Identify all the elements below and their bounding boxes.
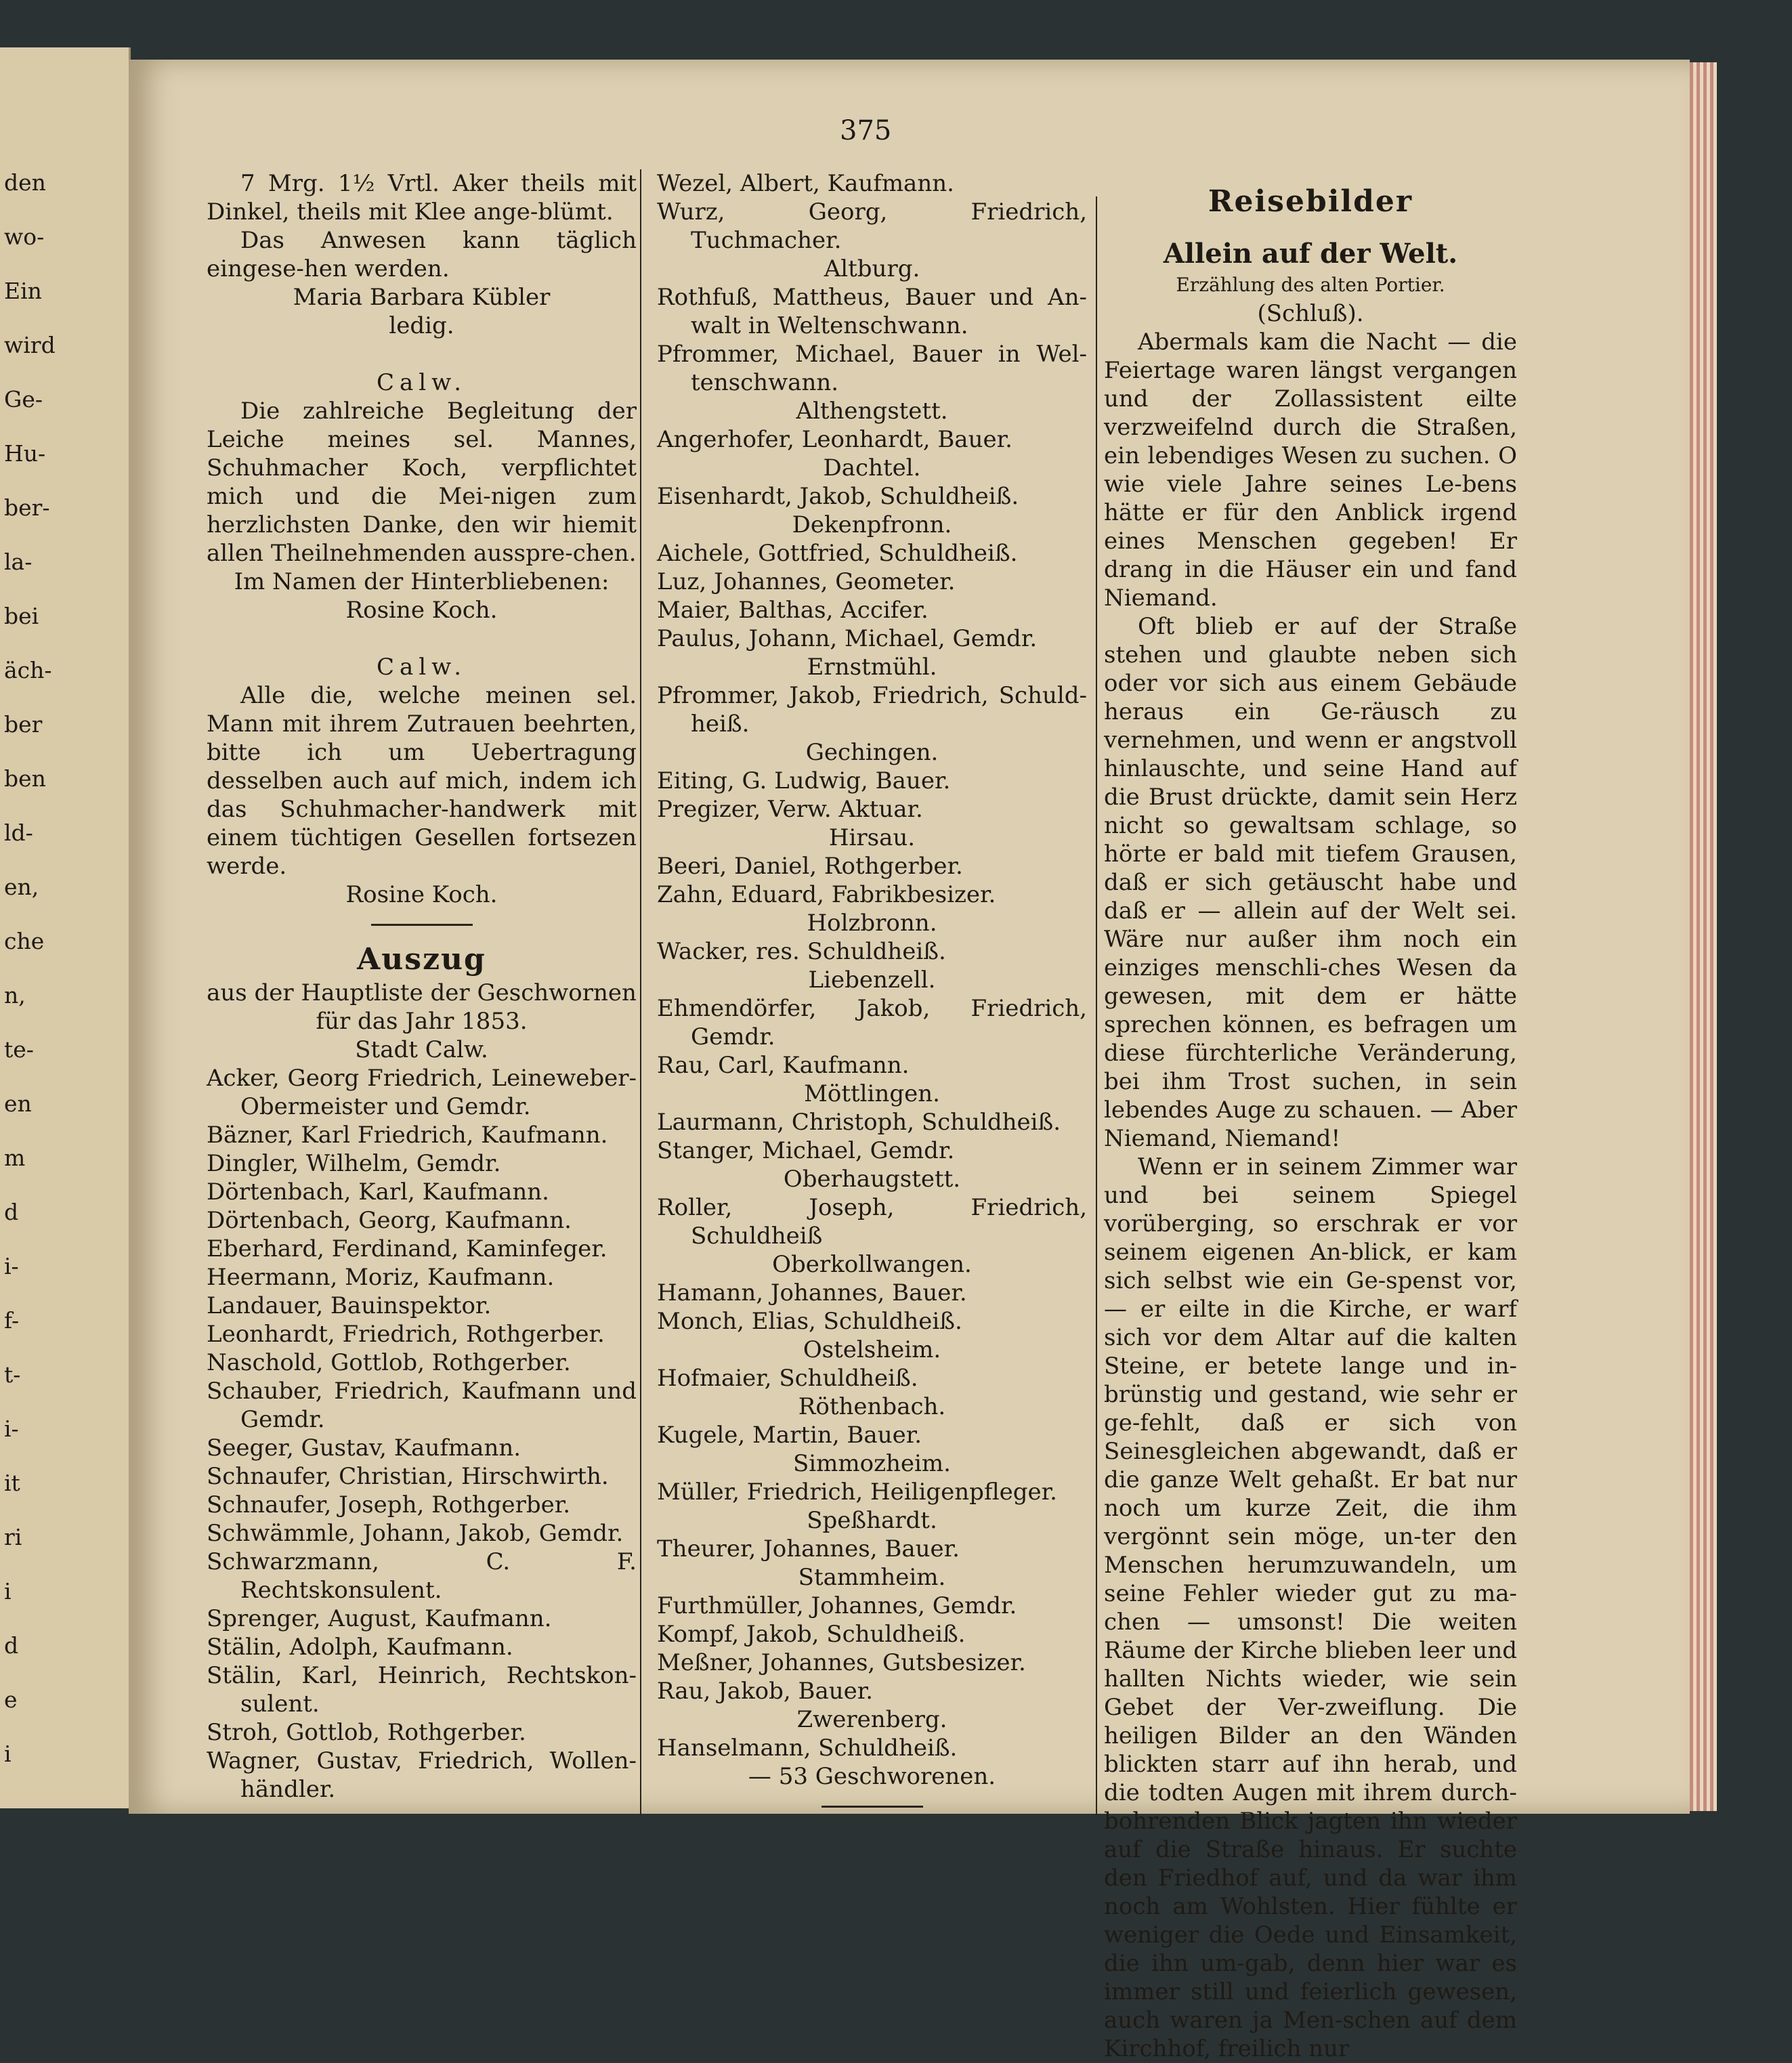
juror-entry: Roller, Joseph, Friedrich, Schuldheiß bbox=[657, 1194, 1087, 1250]
facing-page-fragment: ben bbox=[4, 765, 46, 792]
juror-entry: Meßner, Johannes, Gutsbesizer. bbox=[657, 1649, 1026, 1676]
column-rule bbox=[1096, 196, 1097, 1815]
juror-entry: Eberhard, Ferdinand, Kaminfeger. bbox=[207, 1235, 607, 1262]
juror-entry: Landauer, Bauinspektor. bbox=[207, 1292, 492, 1319]
juror-entry: Schwämmle, Johann, Jakob, Gemdr. bbox=[207, 1520, 624, 1547]
column-rule bbox=[640, 169, 641, 1815]
juror-entry: Rothfuß, Mattheus, Bauer und An-walt in Weltenschwann. bbox=[657, 284, 1087, 339]
place-heading: Röthenbach. bbox=[798, 1393, 946, 1420]
column-3 bbox=[1104, 169, 1517, 2063]
column-2 bbox=[657, 169, 1087, 1823]
story-paragraph: Oft blieb er auf der Straße stehen und glaubte neben sich oder vor sich aus einem Gebäude heraus ein Ge-räusch zu vernehmen, und wenn er angstvoll hinlauschte, und seine Hand auf die Brust drückte, damit sein Herz nicht so gewaltsam schlage, so hörte er bald mit tiefem Grausen, daß er sich getäuscht habe und daß er — allein auf der Welt sei. Wäre nur außer ihm noch ein einziges menschli-ches Wesen da gewesen, mit dem er hätte sprechen können, es befragen um diese fürchterliche Veränderung, bei ihm Trost suchen, in sein lebendes Auge zu schauen. — Aber Niemand, Niemand! bbox=[1104, 613, 1517, 1152]
juror-entry: Schauber, Friedrich, Kaufmann und Gemdr. bbox=[207, 1378, 637, 1433]
page-number: 375 bbox=[840, 115, 892, 146]
facing-page-fragment: n, bbox=[4, 982, 26, 1008]
juror-entry: Stälin, Adolph, Kaufmann. bbox=[207, 1634, 513, 1661]
juror-entry: Angerhofer, Leonhardt, Bauer. bbox=[657, 426, 1012, 453]
juror-entry: Eisenhardt, Jakob, Schuldheiß. bbox=[657, 483, 1019, 510]
facing-page-fragment: it bbox=[4, 1470, 20, 1496]
juror-entry: Müller, Friedrich, Heiligenpfleger. bbox=[657, 1479, 1057, 1506]
place-heading: Stammheim. bbox=[798, 1564, 946, 1591]
juror-list bbox=[657, 169, 1087, 1762]
place-heading: Liebenzell. bbox=[808, 966, 936, 994]
facing-page-fragment: m bbox=[4, 1145, 26, 1171]
juror-list bbox=[207, 1064, 637, 1804]
juror-entry: Luz, Johannes, Geometer. bbox=[657, 568, 956, 595]
juror-entry: Naschold, Gottlob, Rothgerber. bbox=[207, 1349, 571, 1376]
juror-entry: Stälin, Karl, Heinrich, Rechtskon-sulent. bbox=[207, 1662, 637, 1718]
juror-entry: Aichele, Gottfried, Schuldheiß. bbox=[657, 540, 1018, 567]
juror-entry: Leonhardt, Friedrich, Rothgerber. bbox=[207, 1321, 605, 1348]
juror-entry: Schwarzmann, C. F. Rechtskonsulent. bbox=[207, 1548, 637, 1604]
place-heading: Oberhaugstett. bbox=[783, 1166, 961, 1193]
juror-entry: Kugele, Martin, Bauer. bbox=[657, 1422, 922, 1449]
story-paragraph: Abermals kam die Nacht — die Feiertage waren längst vergangen und der Zollassistent eilte verzweifelnd durch die Straßen, ein lebendiges Wesen zu suchen. O wie viele Jahre seines Le-bens hätte er für den Anblick irgend eines Menschen gegeben! Er drang in die Häuser ein und fand Niemand. bbox=[1104, 328, 1517, 612]
juror-entry: Maier, Balthas, Accifer. bbox=[657, 597, 929, 624]
facing-page-fragment: Ein bbox=[4, 278, 42, 304]
place-heading: Ostelsheim. bbox=[803, 1336, 941, 1363]
story-subtitle: Erzählung des alten Portier. bbox=[1176, 274, 1445, 296]
juror-entry: Stanger, Michael, Gemdr. bbox=[657, 1137, 955, 1164]
place-heading: Dachtel. bbox=[823, 454, 921, 482]
facing-page-fragment: d bbox=[4, 1632, 19, 1659]
place-heading: Hirsau. bbox=[828, 824, 916, 851]
facing-page-fragment: i bbox=[4, 1578, 12, 1604]
facing-page-fragment: Hu- bbox=[4, 440, 46, 467]
notice-text: Die zahlreiche Begleitung der Leiche meines sel. Mannes, Schuhmacher Koch, verpflichtet mich und die Mei-nigen zum herzlichsten Danke, den wir hiemit allen Theilnehmenden ausspre-chen. bbox=[207, 398, 637, 567]
column-1 bbox=[207, 169, 637, 1804]
facing-page-fragment: den bbox=[4, 169, 46, 196]
divider bbox=[371, 924, 473, 926]
facing-page-fragment: en, bbox=[4, 874, 39, 900]
story-note: (Schluß). bbox=[1257, 300, 1364, 327]
facing-page-fragment: ld- bbox=[4, 820, 33, 846]
juror-entry: Dörtenbach, Georg, Kaufmann. bbox=[207, 1207, 572, 1234]
story-text bbox=[1104, 328, 1517, 2063]
juror-entry: Hanselmann, Schuldheiß. bbox=[657, 1735, 958, 1762]
place-heading: Oberkollwangen. bbox=[772, 1251, 972, 1278]
juror-entry: Wezel, Albert, Kaufmann. bbox=[657, 170, 954, 197]
place-heading: Althengstett. bbox=[796, 398, 948, 425]
place-heading: Altburg. bbox=[824, 255, 920, 282]
juror-entry: Ehmendörfer, Jakob, Friedrich, Gemdr. bbox=[657, 995, 1087, 1050]
juror-total: — 53 Geschworenen. bbox=[748, 1763, 996, 1790]
facing-page-fragment: ri bbox=[4, 1524, 22, 1550]
facing-page-edge bbox=[0, 47, 131, 1808]
juror-entry: Bäzner, Karl Friedrich, Kaufmann. bbox=[207, 1122, 608, 1149]
juror-entry: Rau, Jakob, Bauer. bbox=[657, 1678, 874, 1705]
facing-page-fragment: che bbox=[4, 928, 45, 954]
place-heading: Calw. bbox=[376, 369, 467, 396]
divider bbox=[822, 1806, 923, 1808]
facing-page-fragment: Ge- bbox=[4, 386, 43, 412]
facing-page-fragment: te- bbox=[4, 1036, 34, 1063]
place-heading: Speßhardt. bbox=[807, 1507, 937, 1534]
place-heading: Zwerenberg. bbox=[796, 1706, 947, 1733]
place-heading: Gechingen. bbox=[805, 739, 939, 766]
notice-text: Das Anwesen kann täglich eingese-hen werden. bbox=[207, 227, 637, 282]
facing-page-fragment: e bbox=[4, 1686, 18, 1713]
page-stack-edge bbox=[1690, 62, 1717, 1811]
juror-entry: Laurmann, Christoph, Schuldheiß. bbox=[657, 1109, 1061, 1136]
place-heading: Ernstmühl. bbox=[807, 654, 937, 681]
place-heading: Holzbronn. bbox=[807, 910, 937, 937]
place-heading: Dekenpfronn. bbox=[792, 511, 952, 538]
facing-page-fragment: ber- bbox=[4, 494, 50, 521]
facing-page-fragment: wird bbox=[4, 332, 56, 358]
juror-entry: Wagner, Gustav, Friedrich, Wollen-händler. bbox=[207, 1747, 637, 1803]
juror-entry: Wurz, Georg, Friedrich, Tuchmacher. bbox=[657, 198, 1087, 254]
notice-signature: Im Namen der Hinterbliebenen: bbox=[234, 568, 610, 595]
juror-entry: Pregizer, Verw. Aktuar. bbox=[657, 796, 923, 823]
juror-entry: Schnaufer, Christian, Hirschwirth. bbox=[207, 1463, 609, 1490]
section-title: Auszug bbox=[357, 942, 486, 977]
juror-entry: Eiting, G. Ludwig, Bauer. bbox=[657, 767, 951, 794]
feuilleton-title: Reisebilder bbox=[1208, 184, 1413, 219]
facing-page-fragment: f- bbox=[4, 1307, 20, 1334]
juror-entry: Dörtenbach, Karl, Kaufmann. bbox=[207, 1178, 549, 1206]
place-heading: Möttlingen. bbox=[804, 1080, 940, 1107]
juror-entry: Beeri, Daniel, Rothgerber. bbox=[657, 853, 963, 880]
juror-entry: Seeger, Gustav, Kaufmann. bbox=[207, 1434, 521, 1462]
facing-page-fragment: en bbox=[4, 1090, 32, 1117]
story-title: Allein auf der Welt. bbox=[1163, 238, 1458, 270]
notice-text: Alle die, welche meinen sel. Mann mit ihrem Zutrauen beehrten, bitte ich um Uebertragung desselben auch auf mich, indem ich das Schuhmacher-handwerk mit einem tüchtigen Gesellen fortsezen werde. bbox=[207, 682, 637, 880]
facing-page-fragment: ber bbox=[4, 711, 43, 738]
juror-entry: Monch, Elias, Schuldheiß. bbox=[657, 1308, 962, 1335]
juror-entry: Pfrommer, Michael, Bauer in Wel-tenschwann. bbox=[657, 341, 1087, 396]
facing-page-fragment: la- bbox=[4, 549, 33, 575]
place-heading: Simmozheim. bbox=[793, 1450, 951, 1477]
facing-page-fragment: d bbox=[4, 1199, 19, 1225]
facing-page-fragment: bei bbox=[4, 603, 39, 629]
facing-page-fragment: i- bbox=[4, 1253, 19, 1279]
facing-page-fragment: i- bbox=[4, 1416, 19, 1442]
story-paragraph: Wenn er in seinem Zimmer war und bei seinem Spiegel vorüberging, so erschrak er vor seinem eigenen An-blick, er kam sich selbst wie ein Ge-spenst vor, — er eilte in die Kirche, er warf sich vor dem Altar auf die kalten Steine, er betete lange und in-brünstig und gestand, wie sehr er ge-fehlt, daß er sich von Seinesgleichen abgewandt, daß er die ganze Welt gehaßt. Er bat nur noch um kurze Zeit, die ihm vergönnt sein möge, un-ter den Menschen herumzuwandeln, um seine Fehler wieder gut zu ma-chen — umsonst! Die weiten Räume der Kirche blieben leer und hallten Nichts wieder, wie sein Gebet der Ver-zweiflung. Die heiligen Bilder an den Wänden blickten starr auf ihn herab, und die todten Augen mit ihrem durch-bohrenden Blick jagten ihn wieder auf die Straße hinaus. Er suchte den Friedhof auf, und da war ihm noch am Wohlsten. Hier fühlte er weniger die Oede und Einsamkeit, die ihn um-gab, denn hier war es immer still und feierlich gewesen, auch waren ja Men-schen auf dem Kirchhof, freilich nur bbox=[1104, 1153, 1517, 2062]
facing-page-fragment: äch- bbox=[4, 657, 52, 683]
place-heading: Calw. bbox=[376, 654, 467, 681]
juror-entry: Hofmaier, Schuldheiß. bbox=[657, 1365, 918, 1392]
notice-signature: Rosine Koch. bbox=[345, 881, 498, 908]
notice-text: 7 Mrg. 1½ Vrtl. Aker theils mit Dinkel, theils mit Klee ange-blümt. bbox=[207, 170, 637, 226]
juror-entry: Furthmüller, Johannes, Gemdr. bbox=[657, 1592, 1017, 1619]
juror-entry: Zahn, Eduard, Fabrikbesizer. bbox=[657, 881, 996, 908]
juror-entry: Sprenger, August, Kaufmann. bbox=[207, 1605, 552, 1632]
juror-entry: Pfrommer, Jakob, Friedrich, Schuld-heiß. bbox=[657, 682, 1087, 738]
juror-entry: Paulus, Johann, Michael, Gemdr. bbox=[657, 625, 1038, 652]
juror-entry: Dingler, Wilhelm, Gemdr. bbox=[207, 1150, 501, 1177]
juror-entry: Wacker, res. Schuldheiß. bbox=[657, 938, 946, 965]
juror-entry: Heermann, Moriz, Kaufmann. bbox=[207, 1264, 555, 1291]
juror-entry: Stroh, Gottlob, Rothgerber. bbox=[207, 1719, 526, 1746]
juror-entry: Kompf, Jakob, Schuldheiß. bbox=[657, 1621, 966, 1648]
notice-signature: Maria Barbara Kübler bbox=[293, 284, 551, 311]
juror-entry: Theurer, Johannes, Bauer. bbox=[657, 1535, 960, 1562]
facing-page-fragment: wo- bbox=[4, 224, 45, 250]
notice-signature: Rosine Koch. bbox=[345, 597, 498, 624]
notice-signature: ledig. bbox=[389, 312, 454, 339]
juror-entry: Schnaufer, Joseph, Rothgerber. bbox=[207, 1491, 571, 1518]
facing-page-fragment: t- bbox=[4, 1361, 21, 1388]
juror-entry: Rau, Carl, Kaufmann. bbox=[657, 1052, 910, 1079]
juror-entry: Hamann, Johannes, Bauer. bbox=[657, 1279, 967, 1306]
juror-entry: Acker, Georg Friedrich, Leineweber-Obermeister und Gemdr. bbox=[207, 1065, 637, 1120]
section-subtitle: für das Jahr 1853. bbox=[316, 1008, 528, 1035]
facing-page-fragment: i bbox=[4, 1741, 12, 1767]
place-heading: Stadt Calw. bbox=[355, 1036, 488, 1063]
section-subtitle: aus der Hauptliste der Geschwornen bbox=[207, 979, 637, 1006]
